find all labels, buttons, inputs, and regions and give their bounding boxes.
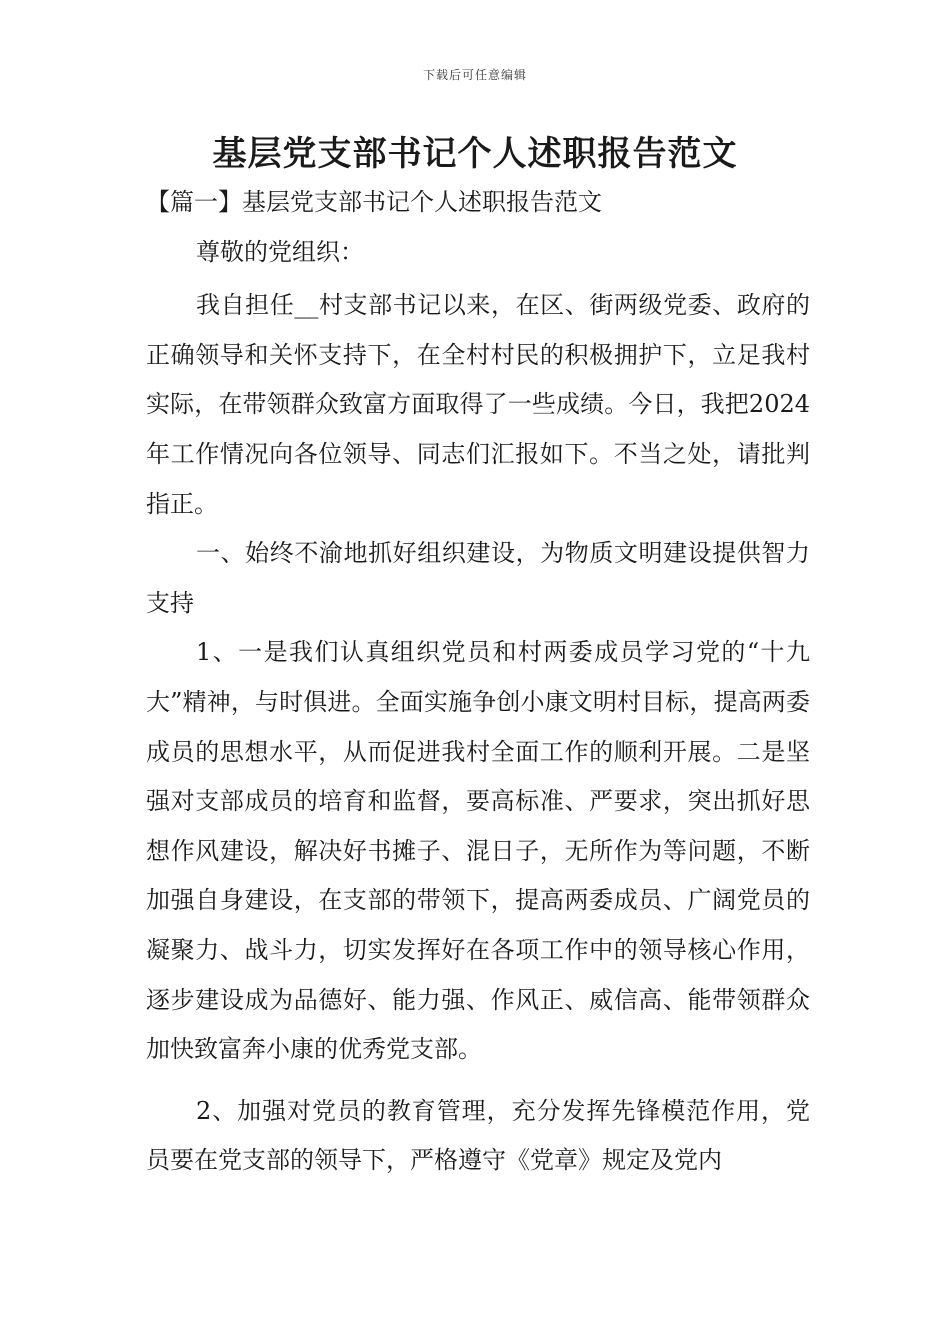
header-note: 下载后可任意编辑 (422, 68, 527, 82)
salutation: 尊敬的党组织： (196, 237, 364, 266)
paragraph-intro: 我自担任__村支部书记以来，在区、街两级党委、政府的正确领导和关怀支持下，在全村村民的积极拥护下，立足我村实际，在带领群众致富方面取得了一些成绩。今日，我把2024年工作情况向各位领导、同志们汇报如下。不当之处，请批判指正。 (146, 291, 810, 518)
document-title: 基层党支部书记个人述职报告范文 (212, 134, 738, 174)
paragraph-item-two: 2、加强对党员的教育管理，充分发挥先锋模范作用，党员要在党支部的领导下，严格遵守《党章》规定及党内 (146, 1096, 810, 1175)
paragraph-item-one: 1、一是我们认真组织党员和村两委成员学习党的“十九大”精神，与时俱进。全面实施争创小康文明村目标，提高两委成员的思想水平，从而促进我村全面工作的顺利开展。二是坚强对支部成员的培育和监督，要高标准、严要求，突出抓好思想作风建设，解决好书摊子、混日子，无所作为等问题，不断加强自身建设，在支部的带领下，提高两委成员、广阔党员的凝聚力、战斗力，切实发挥好在各项工作中的领导核心作用，逐步建设成为品德好、能力强、作风正、威信高、能带领群众加快致富奔小康的优秀党支部。 (146, 638, 810, 1064)
document-body (146, 178, 810, 1186)
section-heading: 【篇一】基层党支部书记个人述职报告范文 (146, 188, 602, 216)
paragraph-heading-one: 一、始终不渝地抓好组织建设，为物质文明建设提供智力支持 (146, 539, 810, 617)
